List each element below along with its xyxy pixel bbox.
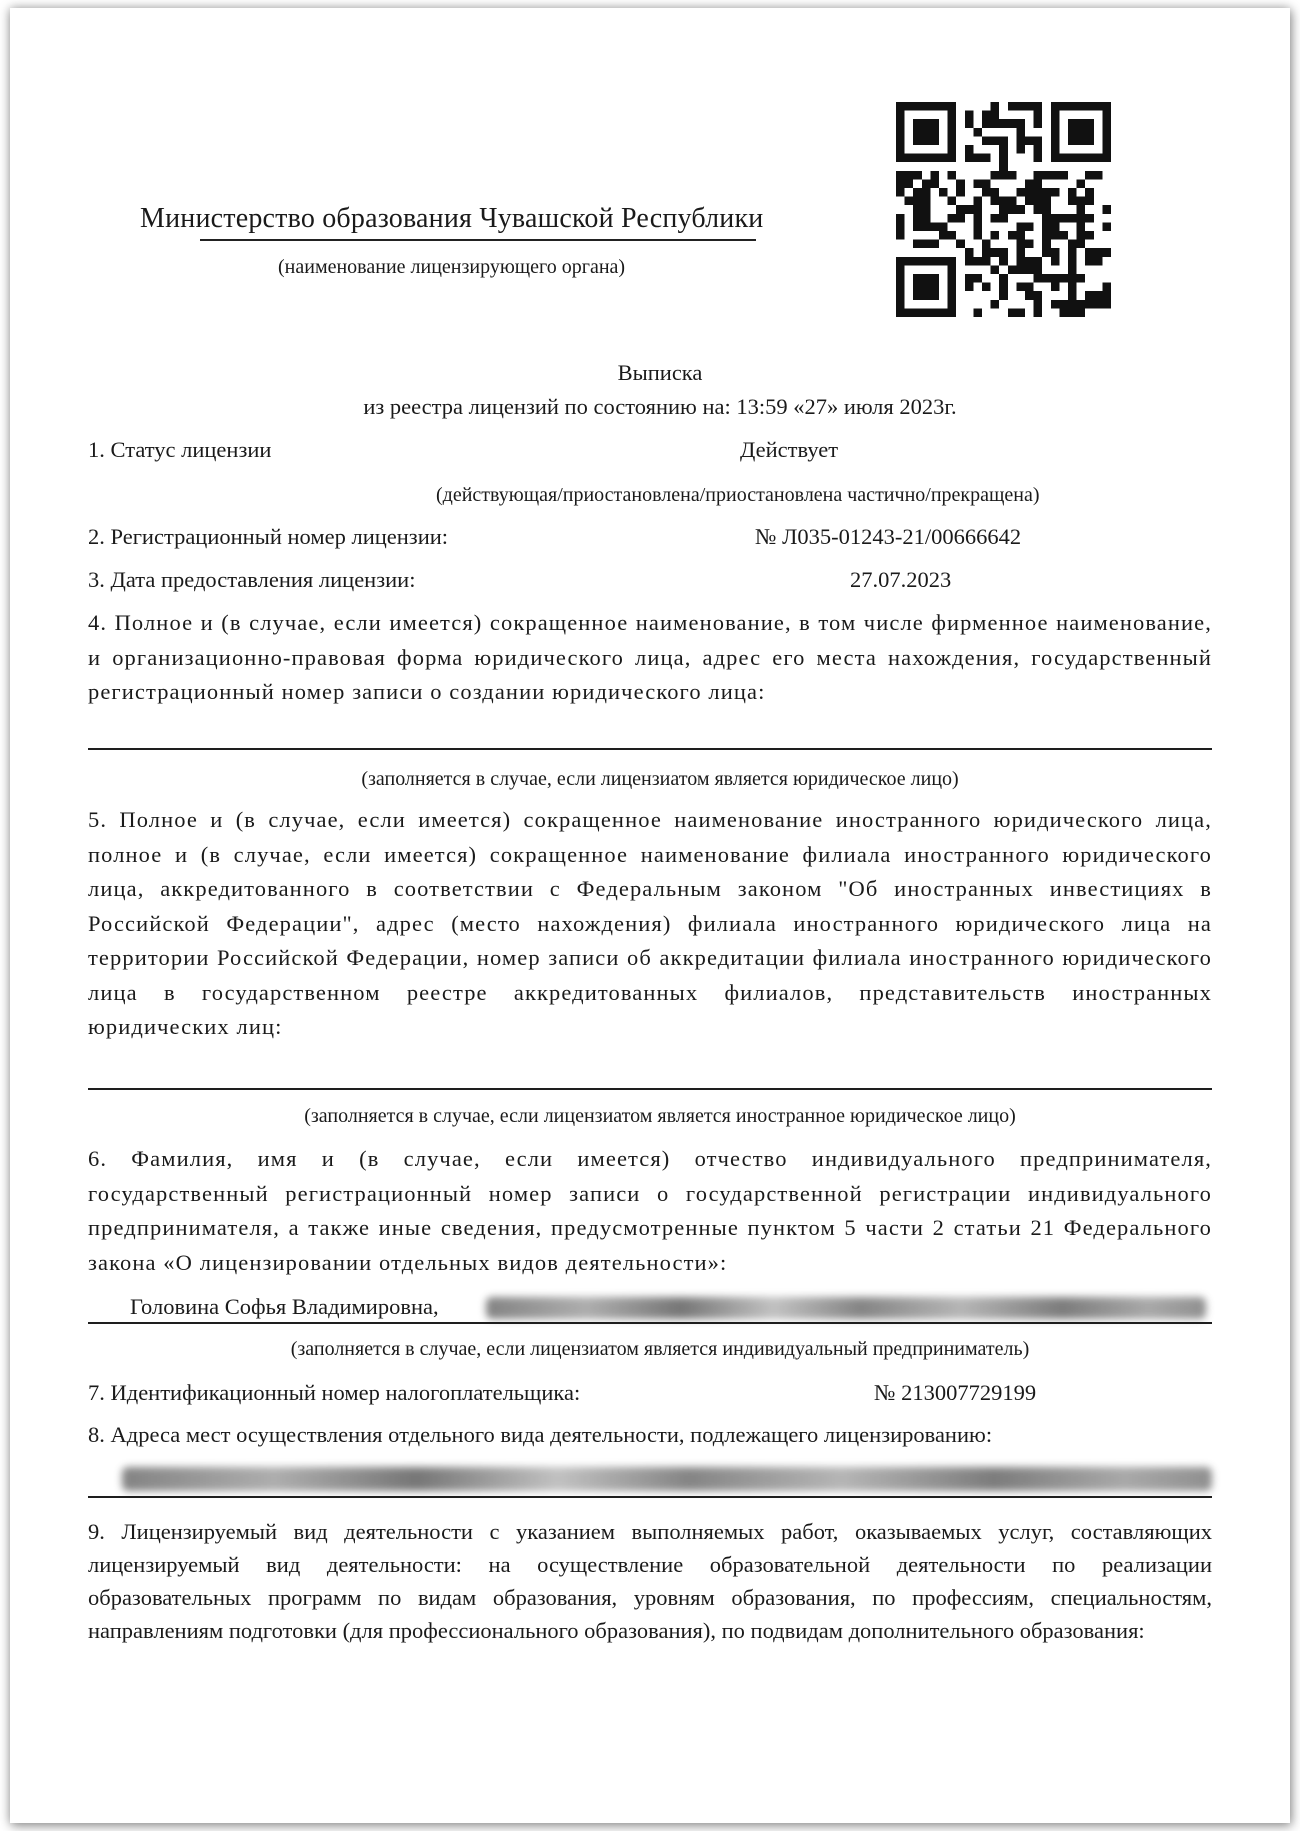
redacted-address [122,1467,1212,1491]
inn-value: № 213007729199 [874,1380,1037,1405]
doc-title: Выписка [617,360,703,385]
grant-date-label: 3. Дата предоставления лицензии: [88,567,416,592]
doc-subtitle: из реестра лицензий по состоянию на: 13:59 «27» июля 2023г. [363,394,957,419]
p5-caption: (заполняется в случае, если лицензиатом является иностранное юридическое лицо) [304,1105,1016,1127]
status-label: 1. Статус лицензии [88,437,272,462]
reg-number-value: № Л035-01243-21/00666642 [755,524,1022,549]
paragraph-9: 9. Лицензируемый вид деятельности с указанием выполняемых работ, оказываемых услуг, составляющих лицензируемый вид деятельности: на осуществление образовательной деятельности по реализации образовательных программ по видам образования, уровням образования, по профессиям, специальностям, направлениям подготовки (для профессионального образования), по подвидам дополнительного образования: [88,1519,1212,1643]
p5-fill-line [88,1088,1212,1090]
paragraph-5: 5. Полное и (в случае, если имеется) сокращенное наименование иностранного юридического лица, полное и (в случае, если имеется) сокращенное наименование филиала иностранного юридического лица, аккредитованного в соответствии с Федеральным законом "Об иностранных инвестициях в Российской Федерации", адрес (место нахождения) филиала иностранного юридического лица на территории Российской Федерации, номер записи об аккредитации филиала иностранного юридического лица в государственном реестре аккредитованных филиалов, представительств иностранных юридических лиц: [88,807,1212,1039]
status-value: Действует [740,437,839,462]
ministry-name: Министерство образования Чувашской Республики [140,203,764,234]
document-page [10,8,1290,1823]
grant-date-value: 27.07.2023 [850,567,952,592]
p6-fill-line [88,1322,1212,1324]
paragraph-6: 6. Фамилия, имя и (в случае, если имеется) отчество индивидуального предпринимателя, государственный регистрационный номер записи о государственной регистрации индивидуального предпринимателя, а также иные сведения, предусмотренные пунктом 5 части 2 статьи 21 Федерального закона «О лицензировании отдельных видов деятельности»: [88,1146,1212,1275]
paragraph-8: 8. Адреса мест осуществления отдельного вида деятельности, подлежащего лицензированию: [88,1422,993,1447]
paragraph-4: 4. Полное и (в случае, если имеется) сокращенное наименование, в том числе фирменное наименование, и организационно-правовая форма юридического лица, адрес его места нахождения, государственный регистрационный номер записи о создании юридического лица: [88,610,1212,704]
ministry-underline [200,239,756,241]
reg-number-label: 2. Регистрационный номер лицензии: [88,524,449,549]
p4-caption: (заполняется в случае, если лицензиатом является юридическое лицо) [361,768,959,790]
p8-fill-line [88,1496,1212,1498]
qr-code [896,101,1111,318]
entrepreneur-name: Головина Софья Владимировна, [130,1294,439,1319]
p4-fill-line [88,748,1212,750]
status-caption: (действующая/приостановлена/приостановлена частично/прекращена) [436,484,1040,506]
redacted-registration-data [486,1297,1206,1319]
ministry-caption: (наименование лицензирующего органа) [278,256,626,278]
inn-label: 7. Идентификационный номер налогоплательщика: [88,1380,581,1405]
p6-caption: (заполняется в случае, если лицензиатом является индивидуальный предприниматель) [290,1338,1030,1360]
